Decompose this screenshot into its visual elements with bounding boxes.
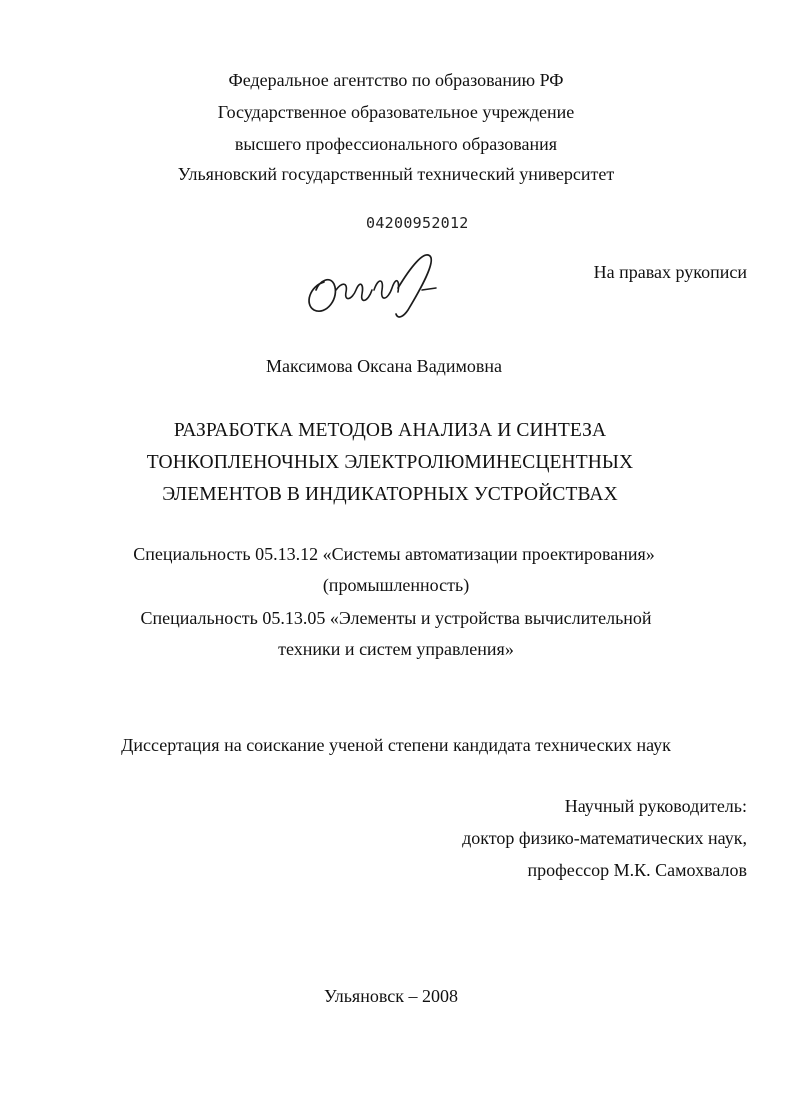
specialty-1-line-1: Специальность 05.13.12 «Системы автоматизации проектирования» xyxy=(133,544,655,564)
education-level-heading: высшего профессионального образования xyxy=(234,134,558,154)
specialty-1-line-2: (промышленность) xyxy=(322,575,470,595)
manuscript-rights-note: На правах рукописи xyxy=(593,262,747,282)
supervisor-degree: доктор физико-математических наук, xyxy=(462,828,747,848)
university-heading: Ульяновский государственный технический университет xyxy=(177,164,615,184)
dissertation-title-line-3: ЭЛЕМЕНТОВ В ИНДИКАТОРНЫХ УСТРОЙСТВАХ xyxy=(162,484,618,505)
registry-number: 04200952012 xyxy=(366,214,469,232)
supervisor-name: профессор М.К. Самохвалов xyxy=(527,860,747,880)
dissertation-statement: Диссертация на соискание ученой степени кандидата технических наук xyxy=(121,735,671,755)
author-name: Максимова Оксана Вадимовна xyxy=(266,356,502,376)
agency-heading: Федеральное агентство по образованию РФ xyxy=(228,70,564,90)
handwritten-signature xyxy=(300,248,450,324)
dissertation-title-line-2: ТОНКОПЛЕНОЧНЫХ ЭЛЕКТРОЛЮМИНЕСЦЕНТНЫХ xyxy=(146,452,634,473)
city-year: Ульяновск – 2008 xyxy=(324,986,458,1006)
dissertation-title-line-1: РАЗРАБОТКА МЕТОДОВ АНАЛИЗА И СИНТЕЗА xyxy=(173,420,607,441)
institution-type-heading: Государственное образовательное учреждение xyxy=(217,102,575,122)
specialty-2-line-2: техники и систем управления» xyxy=(278,639,514,659)
specialty-2-line-1: Специальность 05.13.05 «Элементы и устройства вычислительной xyxy=(140,608,652,628)
supervisor-label: Научный руководитель: xyxy=(564,796,747,816)
